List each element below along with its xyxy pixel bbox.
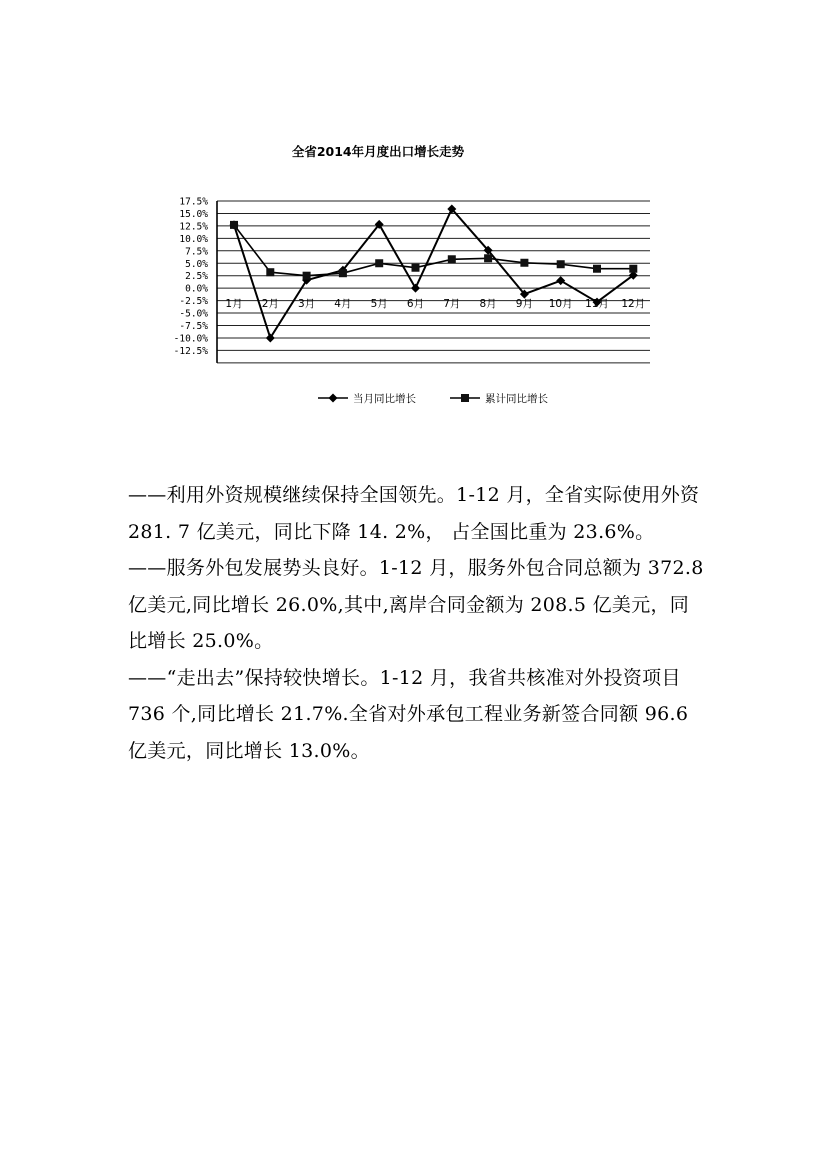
x-category-label: 10月 xyxy=(548,298,573,311)
y-tick-label: 12.5% xyxy=(179,221,208,233)
y-tick-label: -2.5% xyxy=(179,296,208,308)
x-category-label: 7月 xyxy=(443,298,461,311)
data-point xyxy=(448,255,456,263)
y-tick-label: 5.0% xyxy=(185,258,208,270)
y-tick-label: -7.5% xyxy=(179,321,208,332)
data-point xyxy=(484,254,492,262)
x-category-label: 8月 xyxy=(479,298,497,311)
data-point xyxy=(411,284,420,293)
data-point xyxy=(556,276,565,285)
x-category-label: 12月 xyxy=(621,298,646,311)
y-tick-label: -5.0% xyxy=(179,308,208,320)
x-category-label: 11月 xyxy=(585,298,609,311)
chart-title: 全省2014年月度出口增长走势 xyxy=(291,144,465,159)
chart-gridlines xyxy=(217,201,650,363)
x-category-label: 5月 xyxy=(370,298,388,311)
y-tick-label: 17.5% xyxy=(179,196,208,208)
data-point xyxy=(557,260,565,268)
report-body xyxy=(128,477,708,769)
data-point xyxy=(303,272,311,280)
paragraph-foreign-investment: ——利用外资规模继续保持全国领先。1-12 月，全省实际使用外资 281. 7 亿美元，同比下降 14. 2%， 占全国比重为 23.6%。 xyxy=(128,484,700,543)
legend-label: 累计同比增长 xyxy=(485,393,548,405)
paragraph-service-outsourcing: ——服务外包发展势头良好。1-12 月，服务外包合同总额为 372.8 亿美元,同比增长 26.0%,其中,离岸合同金额为 208.5 亿美元，同比增长 25.0%。 xyxy=(128,557,704,652)
data-point xyxy=(593,265,601,273)
legend-marker xyxy=(329,394,338,403)
legend-label: 当月同比增长 xyxy=(353,393,416,405)
x-category-label: 3月 xyxy=(298,298,316,311)
legend-marker xyxy=(461,394,469,402)
y-tick-label: -10.0% xyxy=(173,333,208,345)
y-tick-label: 7.5% xyxy=(185,246,208,258)
x-category-label: 1月 xyxy=(225,298,243,311)
y-axis-ticks xyxy=(174,197,209,357)
data-point xyxy=(412,264,420,272)
export-growth-chart xyxy=(0,0,827,440)
x-category-label: 2月 xyxy=(261,298,279,311)
chart-series xyxy=(230,204,638,342)
data-point xyxy=(266,268,274,276)
data-point xyxy=(230,221,238,229)
paragraph-going-global: ——“走出去”保持较快增长。1-12 月，我省共核准对外投资项目 736 个,同比增长 21.7%.全省对外承包工程业务新签合同额 96.6 亿美元，同比增长 13.0%。 xyxy=(128,666,689,762)
x-category-label: 9月 xyxy=(515,298,533,311)
x-category-label: 4月 xyxy=(334,298,352,311)
data-point xyxy=(266,333,275,342)
y-tick-label: 15.0% xyxy=(179,208,208,220)
data-point xyxy=(520,259,528,267)
y-tick-label: 10.0% xyxy=(179,233,208,245)
data-point xyxy=(375,259,383,267)
y-tick-label: 2.5% xyxy=(185,271,208,283)
y-tick-label: -12.5% xyxy=(173,345,208,357)
y-tick-label: 0.0% xyxy=(185,283,208,295)
data-point xyxy=(339,269,347,277)
chart-legend xyxy=(318,392,548,405)
series-line xyxy=(234,209,633,338)
data-point xyxy=(629,265,637,273)
x-category-label: 6月 xyxy=(406,298,425,311)
